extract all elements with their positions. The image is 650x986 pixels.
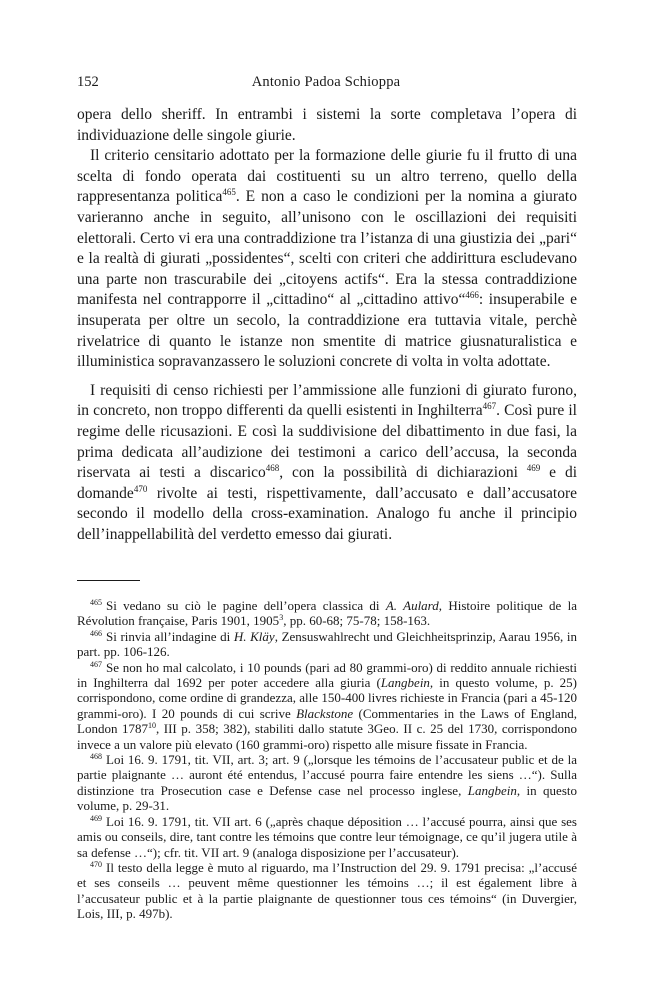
footnote-reference: 468 — [265, 463, 280, 474]
paragraph — [77, 381, 577, 546]
footnote — [77, 814, 577, 860]
footnote — [77, 660, 577, 752]
italic-text: A. Aulard — [385, 598, 439, 613]
footnote-number: 468 — [90, 752, 102, 762]
text-run: . E non a caso le condizioni per la nomina a giurato varieranno anche in seguito, all’unisono con le oscillazioni dei requisiti elettorali. Certo vi era una contraddizione tra l’istanza di una giustizia dei „pari“ e la realtà di giurati „possidentes“, scelti con criteri che addirittura escludevano una parte non trascurabile dei „citoyens actifs“. Era la stessa contraddizione manifesta nel contrapporre il „cittadino“ al „cittadino attivo“ — [77, 188, 577, 309]
footnote-number: 469 — [90, 813, 102, 823]
footnote-number: 466 — [90, 628, 102, 638]
text-run: Si rinvia all’indagine di — [106, 628, 234, 644]
footnote — [77, 598, 577, 629]
text-run: , Zensuswahlrecht und Gleichheitsprinzip, Aarau 1956, in part. pp. 106-126. — [77, 628, 577, 660]
italic-text: Langbein — [467, 782, 517, 798]
text-run: , con la possibilità di dichiarazioni — [279, 464, 527, 482]
footnote — [77, 860, 577, 922]
footnote-reference: 469 — [526, 463, 541, 474]
footnote-number: 470 — [90, 859, 102, 869]
text-run: (Commentaries in the Laws of England, London 1787 — [77, 705, 578, 737]
page-number: 152 — [77, 74, 99, 90]
footnote-reference: 10 — [147, 721, 156, 731]
text-run: . Così pure il regime delle ricusazioni. E così la suddivisione del dibattimento in due fasi, la prima dedicata all’audizione dei testimoni a carico dell’accusa, la seconda riservata ai testi a discarico — [77, 402, 577, 482]
footnote-separator — [77, 580, 140, 581]
text-run: Si vedano su ciò le pagine dell’opera classica di — [106, 598, 386, 613]
text-run: , pp. 60-68; 75-78; 158-163. — [283, 613, 431, 629]
text-run: Loi 16. 9. 1791, tit. VII, art. 3; art. 9 („lorsque les témoins de l’accusateur public et de la partie plaignante … auront été entendus, l’accusé pourra faire entendre les siens …“). Sulla distinzione tra Prosecution case e Defense case nel processo inglese, — [77, 752, 577, 798]
text-run: Loi 16. 9. 1791, tit. VII art. 6 („après chaque déposition … l’accusé pourra, ainsi que ses amis ou conseils, dire, tant contre les témoins que contre leur témoignage, ce qu’il jugera utile à sa defense …“); cfr. tit. VII art. 9 (analoga disposizione per l’accusateur). — [77, 813, 577, 860]
footnote-reference: 467 — [482, 401, 497, 412]
text-run: Se non ho mal calcolato, i 10 pounds (pari ad 80 grammi-oro) di reddito annuale richiesti in Inghilterra dal 1692 per poter accedere alla giuria ( — [77, 659, 577, 691]
text-run: , III p. 358; 382), stabiliti dallo statute 3Geo. II c. 25 del 1730, corrispondono invece a un valore più elevato (160 grammi-oro) rispetto alle misure fissate in Francia. — [77, 721, 577, 752]
footnote-number: 465 — [90, 598, 102, 607]
footnote-reference: 466 — [465, 290, 479, 301]
text-run: rivolte ai testi, rispettivamente, dall’accusato e dall’accusatore secondo il modello della cross-examination. Analogo fu anche il principio dell’inappellabilità del verdetto emesso dai giurati. — [77, 484, 577, 543]
text-run: e di domande — [77, 464, 578, 502]
text-run: Il criterio censitario adottato per la formazione delle giurie fu il frutto di una scelta di fondo operata dai costituenti su un altro terreno, quello della rappresentanza politica — [77, 147, 577, 206]
main-text — [77, 105, 577, 545]
footnote-reference: 470 — [133, 483, 148, 494]
text-run: , in questo volume, p. 29-31. — [77, 782, 577, 814]
footnote-reference: 3 — [279, 613, 284, 623]
text-run: , Histoire politique de la Révolution française, Paris 1901, 1905 — [77, 598, 577, 629]
text-run: opera dello sheriff. In entrambi i sistemi la sorte completava l’opera di individuazione delle singole giurie. — [77, 106, 577, 144]
paragraph — [77, 105, 577, 146]
italic-text: Langbein, — [380, 675, 434, 691]
text-run: : insuperabile e insuperata per oltre un secolo, la contraddizione era tuttavia vitale, perchè rivelatrice di quanto le istanze non smentite di matrice giusnaturalistica e illuministica sopravanzassero le soluzioni concrete di volta in volta adottate. — [77, 291, 577, 371]
running-header — [77, 74, 575, 96]
text-run: Il testo della legge è muto al riguardo, ma l’Instruction del 29. 9. 1791 precisa: „l’accusé et ses conseils … peuvent même questionner les témoins …; il est également libre à l’accusateur public et à la partie plaignante de questionner tous ces témoins“ (in Duvergier, Lois, III, p. 497b). — [77, 859, 577, 922]
footnote-reference: 465 — [222, 187, 236, 198]
footnote — [77, 629, 577, 660]
footnote-number: 467 — [90, 659, 102, 669]
running-title: Antonio Padoa Schioppa — [251, 74, 401, 90]
footnote — [77, 752, 577, 814]
text-run: in questo volume, p. 25) corrispondono, come ordine di grandezza, alle 150-400 livres richieste in Francia (pari a 45-120 grammi-oro). I 20 pounds di cui scrive — [77, 675, 577, 721]
italic-text: Blackstone — [296, 705, 354, 721]
footnotes — [77, 598, 577, 922]
text-run: I requisiti di censo richiesti per l’ammissione alle funzioni di giurato furono, in concreto, non troppo differenti da quelli esistenti in Inghilterra — [77, 381, 577, 420]
paragraph — [77, 146, 577, 373]
italic-text: H. Kläy — [233, 628, 275, 644]
